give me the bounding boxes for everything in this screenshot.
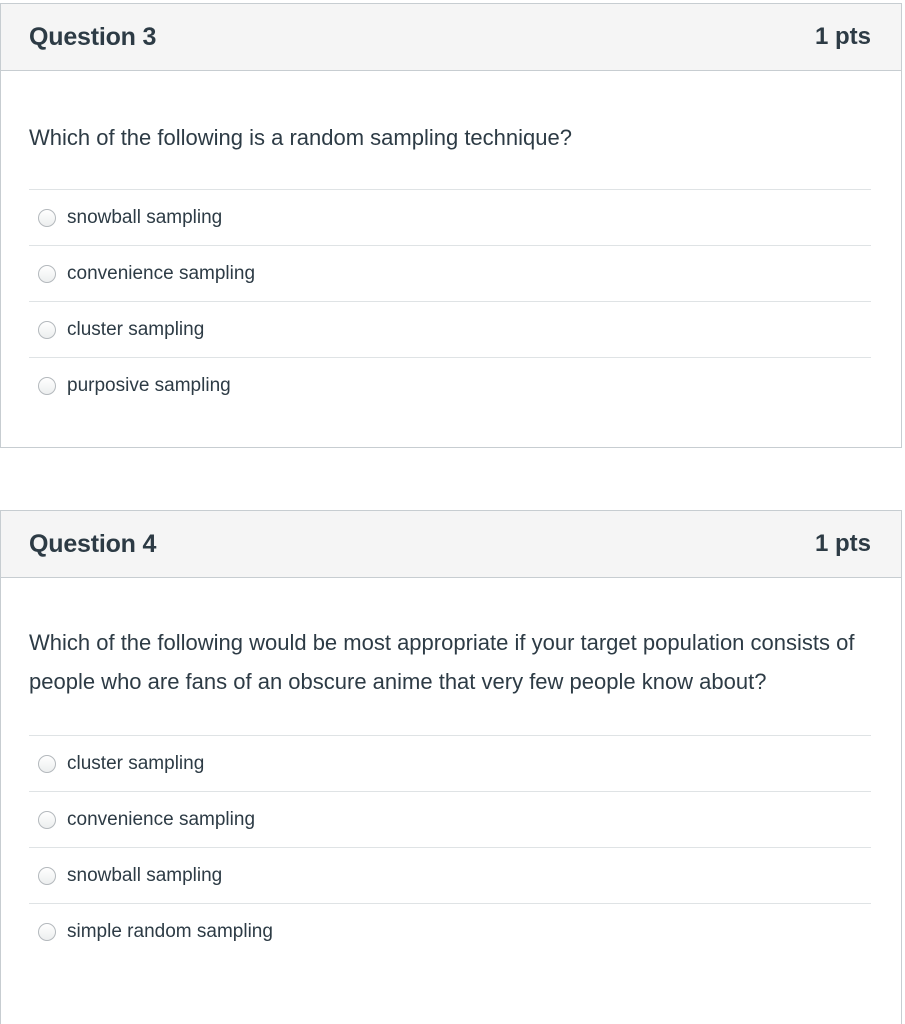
radio-button[interactable] bbox=[38, 321, 56, 339]
question-body bbox=[1, 71, 901, 414]
answer-option[interactable] bbox=[29, 302, 871, 358]
radio-button[interactable] bbox=[38, 265, 56, 283]
radio-button[interactable] bbox=[38, 209, 56, 227]
answer-option[interactable] bbox=[29, 904, 871, 960]
question-points: 1 pts bbox=[814, 530, 871, 557]
question-points: 1 pts bbox=[814, 23, 871, 50]
answer-label: cluster sampling bbox=[67, 318, 205, 340]
answer-label: snowball sampling bbox=[67, 206, 223, 228]
question-text: Which of the following would be most appropriate if your target population consists of people who are fans of an obscure anime that very few people know about? bbox=[29, 630, 855, 694]
answer-label: convenience sampling bbox=[67, 808, 256, 830]
question-3-card bbox=[0, 3, 902, 448]
answer-list bbox=[29, 735, 871, 960]
question-title: Question 3 bbox=[29, 22, 157, 51]
question-title: Question 4 bbox=[29, 529, 157, 558]
answer-label: snowball sampling bbox=[67, 864, 223, 886]
question-header bbox=[1, 4, 901, 71]
radio-button[interactable] bbox=[38, 755, 56, 773]
question-4-card bbox=[0, 510, 902, 1024]
answer-option[interactable] bbox=[29, 848, 871, 904]
answer-label: convenience sampling bbox=[67, 262, 256, 284]
answer-list bbox=[29, 189, 871, 414]
radio-button[interactable] bbox=[38, 377, 56, 395]
answer-option[interactable] bbox=[29, 358, 871, 414]
answer-label: purposive sampling bbox=[67, 375, 231, 396]
answer-option[interactable] bbox=[29, 246, 871, 302]
question-text: Which of the following is a random sampling technique? bbox=[29, 125, 572, 150]
answer-option[interactable] bbox=[29, 190, 871, 246]
answer-label: simple random sampling bbox=[67, 921, 273, 942]
answer-option[interactable] bbox=[29, 736, 871, 792]
answer-option[interactable] bbox=[29, 792, 871, 848]
radio-button[interactable] bbox=[38, 811, 56, 829]
question-header bbox=[1, 511, 901, 578]
radio-button[interactable] bbox=[38, 867, 56, 885]
radio-button[interactable] bbox=[38, 923, 56, 941]
answer-label: cluster sampling bbox=[67, 752, 205, 774]
question-body bbox=[1, 578, 901, 960]
